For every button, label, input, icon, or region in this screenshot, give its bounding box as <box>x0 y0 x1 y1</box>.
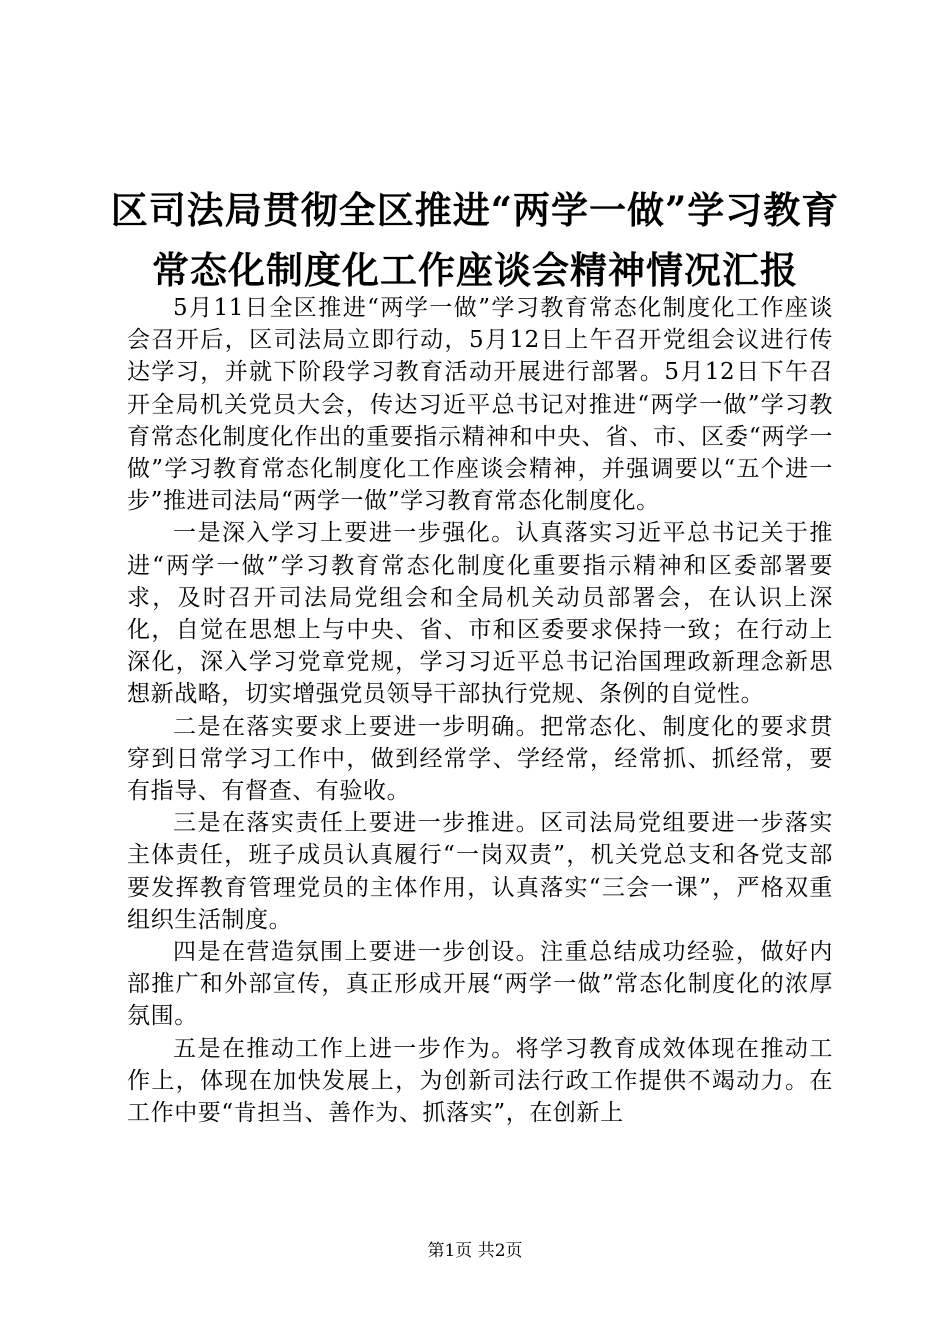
paragraph-intro: 5月11日全区推进“两学一做”学习教育常态化制度化工作座谈会召开后，区司法局立即行动，5月12日上午召开党组会议进行传达学习，并就下阶段学习教育活动开展进行部署。5月12日下午召开全局机关党员大会，传达习近平总书记对推进“两学一做”学习教育常态化制度化作出的重要指示精神和中央、省、市、区委“两学一做”学习教育常态化制度化工作座谈会精神，并强调要以“五个进一步”推进司法局“两学一做”学习教育常态化制度化。 <box>127 295 833 515</box>
paragraph-point-3: 三是在落实责任上要进一步推进。区司法局党组要进一步落实主体责任，班子成员认真履行“一岗双责”，机关党总支和各党支部要发挥教育管理党员的主体作用，认真落实“三会一课”，严格双重组织生活制度。 <box>127 810 833 933</box>
paragraph-point-4: 四是在营造氛围上要进一步创设。注重总结成功经验，做好内部推广和外部宣传，真正形成开展“两学一做”常态化制度化的浓厚氛围。 <box>127 939 833 1030</box>
page-number: 第1页 共2页 <box>427 1241 523 1261</box>
document-title <box>0 180 950 300</box>
title-line-1: 区司法局贯彻全区推进“两学一做”学习教育 <box>110 188 840 232</box>
paragraph-point-5: 五是在推动工作上进一步作为。将学习教育成效体现在推动工作上，体现在加快发展上，为创新司法行政工作提供不竭动力。在工作中要“肯担当、善作为、抓落实”，在创新上 <box>127 1035 833 1127</box>
page-footer <box>0 1240 950 1262</box>
title-line-2: 常态化制度化工作座谈会精神情况汇报 <box>152 248 798 292</box>
paragraph-point-1: 一是深入学习上要进一步强化。认真落实习近平总书记关于推进“两学一做”学习教育常态化制度化重要指示精神和区委部署要求，及时召开司法局党组会和全局机关动员部署会，在认识上深化，自觉在思想上与中央、省、市和区委要求保持一致；在行动上深化，深入学习党章党规，学习习近平总书记治国理政新理念新思想新战略，切实增强党员领导干部执行党规、条例的自觉性。 <box>127 520 833 708</box>
paragraph-point-2: 二是在落实要求上要进一步明确。把常态化、制度化的要求贯穿到日常学习工作中，做到经常学、学经常，经常抓、抓经常，要有指导、有督查、有验收。 <box>127 713 833 805</box>
document-body <box>127 292 833 1129</box>
